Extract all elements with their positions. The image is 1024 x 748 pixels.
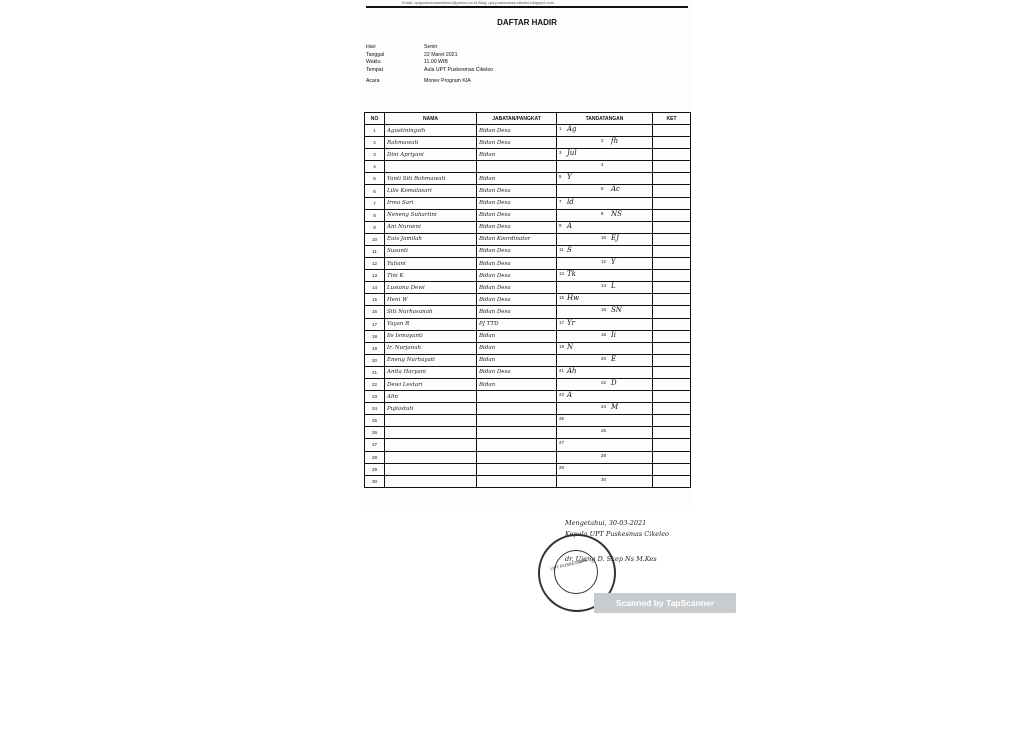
approval-signatory: dr. Ujang D. Skep Ns M.Kes (565, 555, 657, 563)
attendee-position: Bidan Desa (477, 245, 557, 257)
attendee-name (385, 427, 477, 439)
attendee-position: Bidan (477, 173, 557, 185)
row-number: 7 (365, 197, 385, 209)
row-number: 19 (365, 342, 385, 354)
signature-cell (557, 197, 653, 209)
row-number: 18 (365, 330, 385, 342)
signature-mark: Tk (567, 270, 576, 279)
attendee-position (477, 161, 557, 173)
attendee-position: Bidan Desa (477, 306, 557, 318)
attendee-position: Bidan (477, 330, 557, 342)
signature-mark: Ii (611, 330, 617, 339)
signature-number: 27 (559, 440, 564, 446)
signature-number: 12 (601, 259, 606, 265)
remark-cell (653, 125, 691, 137)
table-row (365, 258, 691, 270)
attendee-position: PJ TTD (477, 318, 557, 330)
row-number: 27 (365, 439, 385, 451)
table-row (365, 391, 691, 403)
signature-mark: Y (611, 258, 616, 267)
attendee-name: Yayan R (385, 318, 477, 330)
table-row (365, 185, 691, 197)
signature-number: 21 (559, 367, 564, 373)
attendee-name: Agustiningsih (385, 125, 477, 137)
signature-cell (557, 137, 653, 149)
attendee-name: Ani Nuraeni (385, 221, 477, 233)
table-row (365, 173, 691, 185)
col-header-no: NO (365, 113, 385, 125)
signature-number: 14 (601, 283, 606, 289)
signature-mark: Ag (567, 125, 577, 133)
attendee-name: Irma Sari (385, 197, 477, 209)
remark-cell (653, 330, 691, 342)
table-row (365, 270, 691, 282)
table-row (365, 294, 691, 306)
remark-cell (653, 403, 691, 415)
table-row (365, 439, 691, 451)
signature-cell (557, 342, 653, 354)
signature-cell (557, 354, 653, 366)
attendee-position (477, 475, 557, 487)
signature-number: 11 (559, 246, 564, 252)
row-number: 4 (365, 161, 385, 173)
remark-cell (653, 185, 691, 197)
remark-cell (653, 463, 691, 475)
signature-mark: S (567, 245, 572, 254)
signature-cell (557, 475, 653, 487)
attendee-position: Bidan Desa (477, 137, 557, 149)
attendee-position: Bidan (477, 378, 557, 390)
signature-mark: Ac (611, 185, 620, 194)
signature-number: 2 (601, 138, 604, 144)
signature-cell (557, 391, 653, 403)
info-value: Aula UPT Puskesmas Cikeleo (424, 66, 494, 73)
info-row-acara (366, 78, 493, 86)
info-label: Tanggal (366, 51, 385, 58)
row-number: 10 (365, 233, 385, 245)
attendee-position: Bidan Desa (477, 209, 557, 221)
info-label: Tempat (366, 66, 384, 73)
table-row (365, 463, 691, 475)
attendance-rows (365, 125, 691, 488)
attendee-name (385, 161, 477, 173)
remark-cell (653, 245, 691, 257)
table-header-row (365, 113, 691, 125)
attendee-name: Euis Jamilah (385, 233, 477, 245)
signature-mark: NS (611, 209, 622, 218)
signature-cell (557, 125, 653, 137)
row-number: 24 (365, 403, 385, 415)
signature-cell (557, 366, 653, 378)
signature-cell (557, 318, 653, 330)
table-row (365, 245, 691, 257)
attendee-name (385, 451, 477, 463)
attendance-table (364, 112, 691, 488)
signature-cell (557, 306, 653, 318)
signature-cell (557, 209, 653, 221)
signature-mark: fh (611, 137, 619, 146)
signature-cell (557, 451, 653, 463)
table-row (365, 137, 691, 149)
remark-cell (653, 354, 691, 366)
signature-number: 9 (559, 222, 562, 228)
signature-mark: Jul (567, 149, 577, 158)
remark-cell (653, 391, 691, 403)
attendee-name: Yuliani (385, 258, 477, 270)
signature-cell (557, 258, 653, 270)
header-rule (366, 6, 688, 8)
signature-mark: A (567, 391, 573, 400)
signature-mark: SN (611, 306, 622, 315)
remark-cell (653, 282, 691, 294)
table-row (365, 403, 691, 415)
attendee-position: Bidan Desa (477, 366, 557, 378)
signature-cell (557, 185, 653, 197)
signature-number: 18 (601, 331, 606, 337)
signature-cell (557, 378, 653, 390)
info-value: 11.00 WIB (424, 59, 448, 66)
signature-number: 19 (559, 343, 564, 349)
remark-cell (653, 221, 691, 233)
signature-mark: N (567, 342, 574, 351)
remark-cell (653, 318, 691, 330)
letterhead-contact: Email: uptpuskesmascikeleo@yahoo.co.id Blog: upt-puskesmas-cikeleo.blogspot.com (402, 0, 555, 5)
table-row (365, 161, 691, 173)
attendee-name: Tini K (385, 270, 477, 282)
remark-cell (653, 342, 691, 354)
scanner-watermark: Scanned by TapScanner (594, 593, 736, 613)
signature-cell (557, 439, 653, 451)
info-label: Acara (366, 78, 380, 85)
signature-mark: Ah (567, 366, 577, 375)
signature-cell (557, 282, 653, 294)
attendee-position: Bidan Desa (477, 221, 557, 233)
signature-number: 30 (601, 476, 606, 482)
row-number: 5 (365, 173, 385, 185)
signature-cell (557, 161, 653, 173)
col-header-ket: KET (653, 113, 691, 125)
signature-mark: Hw (567, 294, 580, 303)
signature-cell (557, 463, 653, 475)
signature-number: 8 (601, 210, 604, 216)
row-number: 20 (365, 354, 385, 366)
attendee-name: Ir. Nurjanah (385, 342, 477, 354)
info-row-hari (366, 44, 493, 52)
attendee-name: Rahmawati (385, 137, 477, 149)
attendee-position: Bidan Desa (477, 258, 557, 270)
info-value: Senin (424, 44, 438, 50)
signature-number: 23 (559, 392, 564, 398)
stamp-inner-ring (554, 550, 598, 594)
attendee-position (477, 415, 557, 427)
attendee-name: Yanti Siti Rohmawati (385, 173, 477, 185)
signature-mark: Y (567, 173, 572, 182)
row-number: 2 (365, 137, 385, 149)
remark-cell (653, 378, 691, 390)
table-row (365, 221, 691, 233)
attendee-position: Bidan Desa (477, 282, 557, 294)
remark-cell (653, 149, 691, 161)
document-page (362, 0, 692, 510)
row-number: 13 (365, 270, 385, 282)
signature-number: 16 (601, 307, 606, 313)
table-row (365, 342, 691, 354)
row-number: 1 (365, 125, 385, 137)
signature-number: 15 (559, 295, 564, 301)
signature-mark: E (611, 354, 617, 363)
signature-cell (557, 221, 653, 233)
remark-cell (653, 475, 691, 487)
table-row (365, 354, 691, 366)
remark-cell (653, 451, 691, 463)
signature-mark: D (611, 378, 617, 387)
remark-cell (653, 197, 691, 209)
remark-cell (653, 415, 691, 427)
row-number: 9 (365, 221, 385, 233)
table-row (365, 415, 691, 427)
row-number: 29 (365, 463, 385, 475)
remark-cell (653, 427, 691, 439)
remark-cell (653, 233, 691, 245)
signature-mark: A (567, 221, 573, 230)
table-row (365, 330, 691, 342)
table-row (365, 197, 691, 209)
signature-number: 7 (559, 198, 562, 204)
attendee-name (385, 475, 477, 487)
attendee-name: Heni W (385, 294, 477, 306)
info-label: Waktu (366, 59, 381, 66)
signature-cell (557, 233, 653, 245)
attendee-position: Bidan Desa (477, 185, 557, 197)
approval-date: Mengetahui, 30-03-2021 (565, 519, 647, 527)
table-row (365, 366, 691, 378)
info-row-waktu (366, 59, 493, 67)
approval-title: Kepala UPT Puskesmas Cikeleo (565, 530, 669, 538)
row-number: 12 (365, 258, 385, 270)
signature-mark: EJ (611, 233, 619, 242)
signature-number: 26 (601, 428, 606, 434)
remark-cell (653, 294, 691, 306)
attendee-name: Pujiastuti (385, 403, 477, 415)
attendee-position (477, 403, 557, 415)
signature-cell (557, 415, 653, 427)
table-row (365, 149, 691, 161)
signature-number: 1 (559, 126, 562, 131)
attendee-name: Dewi Lestari (385, 378, 477, 390)
attendee-position (477, 391, 557, 403)
signature-cell (557, 427, 653, 439)
row-number: 30 (365, 475, 385, 487)
attendee-position: Bidan (477, 342, 557, 354)
remark-cell (653, 258, 691, 270)
table-row (365, 282, 691, 294)
row-number: 15 (365, 294, 385, 306)
table-row (365, 125, 691, 137)
attendee-name (385, 415, 477, 427)
attendee-name: Lusiana Dewi (385, 282, 477, 294)
attendee-position: Bidan (477, 354, 557, 366)
row-number: 26 (365, 427, 385, 439)
table-row (365, 378, 691, 390)
col-header-jabatan: JABATAN/PANGKAT (477, 113, 557, 125)
row-number: 8 (365, 209, 385, 221)
table-row (365, 451, 691, 463)
attendee-name: Lilis Komalasari (385, 185, 477, 197)
table-row (365, 318, 691, 330)
info-row-tempat (366, 67, 493, 75)
info-label: Hari (366, 44, 376, 50)
signature-cell (557, 403, 653, 415)
attendee-name: Anita Haryani (385, 366, 477, 378)
attendee-position (477, 451, 557, 463)
remark-cell (653, 306, 691, 318)
stamp-text: UPT PUSKESMAS (549, 557, 588, 572)
row-number: 28 (365, 451, 385, 463)
attendee-name: Neneng Suhartini (385, 209, 477, 221)
attendee-name: Susanti (385, 245, 477, 257)
signature-mark: Yr (567, 318, 575, 327)
attendee-position (477, 463, 557, 475)
attendee-position (477, 439, 557, 451)
attendee-name: Siti Nurhasanah (385, 306, 477, 318)
row-number: 11 (365, 245, 385, 257)
remark-cell (653, 366, 691, 378)
signature-number: 25 (559, 416, 564, 422)
signature-number: 13 (559, 271, 564, 277)
signature-number: 17 (559, 319, 564, 325)
attendee-position: Bidan Desa (477, 197, 557, 209)
attendee-name: Iis Ismayanti (385, 330, 477, 342)
col-header-tandatangan: TANDATANGAN (557, 113, 653, 125)
info-row-tanggal (366, 52, 493, 60)
signature-cell (557, 173, 653, 185)
remark-cell (653, 173, 691, 185)
signature-number: 6 (601, 186, 604, 192)
attendee-name (385, 463, 477, 475)
attendee-position: Bidan Desa (477, 270, 557, 282)
attendee-name: Eneng Nurhayati (385, 354, 477, 366)
remark-cell (653, 439, 691, 451)
signature-mark: M (611, 403, 619, 412)
row-number: 21 (365, 366, 385, 378)
signature-number: 5 (559, 174, 562, 180)
table-row (365, 475, 691, 487)
row-number: 25 (365, 415, 385, 427)
signature-number: 29 (559, 464, 564, 470)
attendee-name: Dini Apriyani (385, 149, 477, 161)
table-row (365, 427, 691, 439)
attendee-name (385, 439, 477, 451)
document-title: DAFTAR HADIR (497, 18, 557, 27)
row-number: 6 (365, 185, 385, 197)
table-row (365, 233, 691, 245)
remark-cell (653, 270, 691, 282)
signature-cell (557, 330, 653, 342)
attendee-position: Bidan Desa (477, 294, 557, 306)
meeting-info (366, 44, 493, 86)
signature-cell (557, 245, 653, 257)
signature-number: 20 (601, 355, 606, 361)
attendee-position: Bidan Koordinator (477, 233, 557, 245)
remark-cell (653, 209, 691, 221)
signature-cell (557, 149, 653, 161)
signature-number: 24 (601, 404, 606, 410)
attendee-position (477, 427, 557, 439)
row-number: 16 (365, 306, 385, 318)
attendee-name: Alin (385, 391, 477, 403)
signature-number: 10 (601, 234, 606, 240)
signature-cell (557, 294, 653, 306)
row-number: 14 (365, 282, 385, 294)
signature-number: 22 (601, 379, 606, 385)
info-value: 22 Maret 2021 (424, 51, 458, 58)
row-number: 22 (365, 378, 385, 390)
signature-number: 28 (601, 452, 606, 458)
info-value: Monev Program KIA (424, 78, 471, 85)
row-number: 17 (365, 318, 385, 330)
signature-mark: ld (567, 197, 574, 206)
signature-number: 3 (559, 150, 562, 156)
signature-number: 4 (601, 162, 604, 168)
table-row (365, 306, 691, 318)
row-number: 23 (365, 391, 385, 403)
attendee-position: Bidan (477, 149, 557, 161)
attendee-position: Bidan Desa (477, 125, 557, 137)
row-number: 3 (365, 149, 385, 161)
signature-cell (557, 270, 653, 282)
col-header-nama: NAMA (385, 113, 477, 125)
signature-mark: L (611, 282, 616, 291)
remark-cell (653, 161, 691, 173)
remark-cell (653, 137, 691, 149)
table-row (365, 209, 691, 221)
